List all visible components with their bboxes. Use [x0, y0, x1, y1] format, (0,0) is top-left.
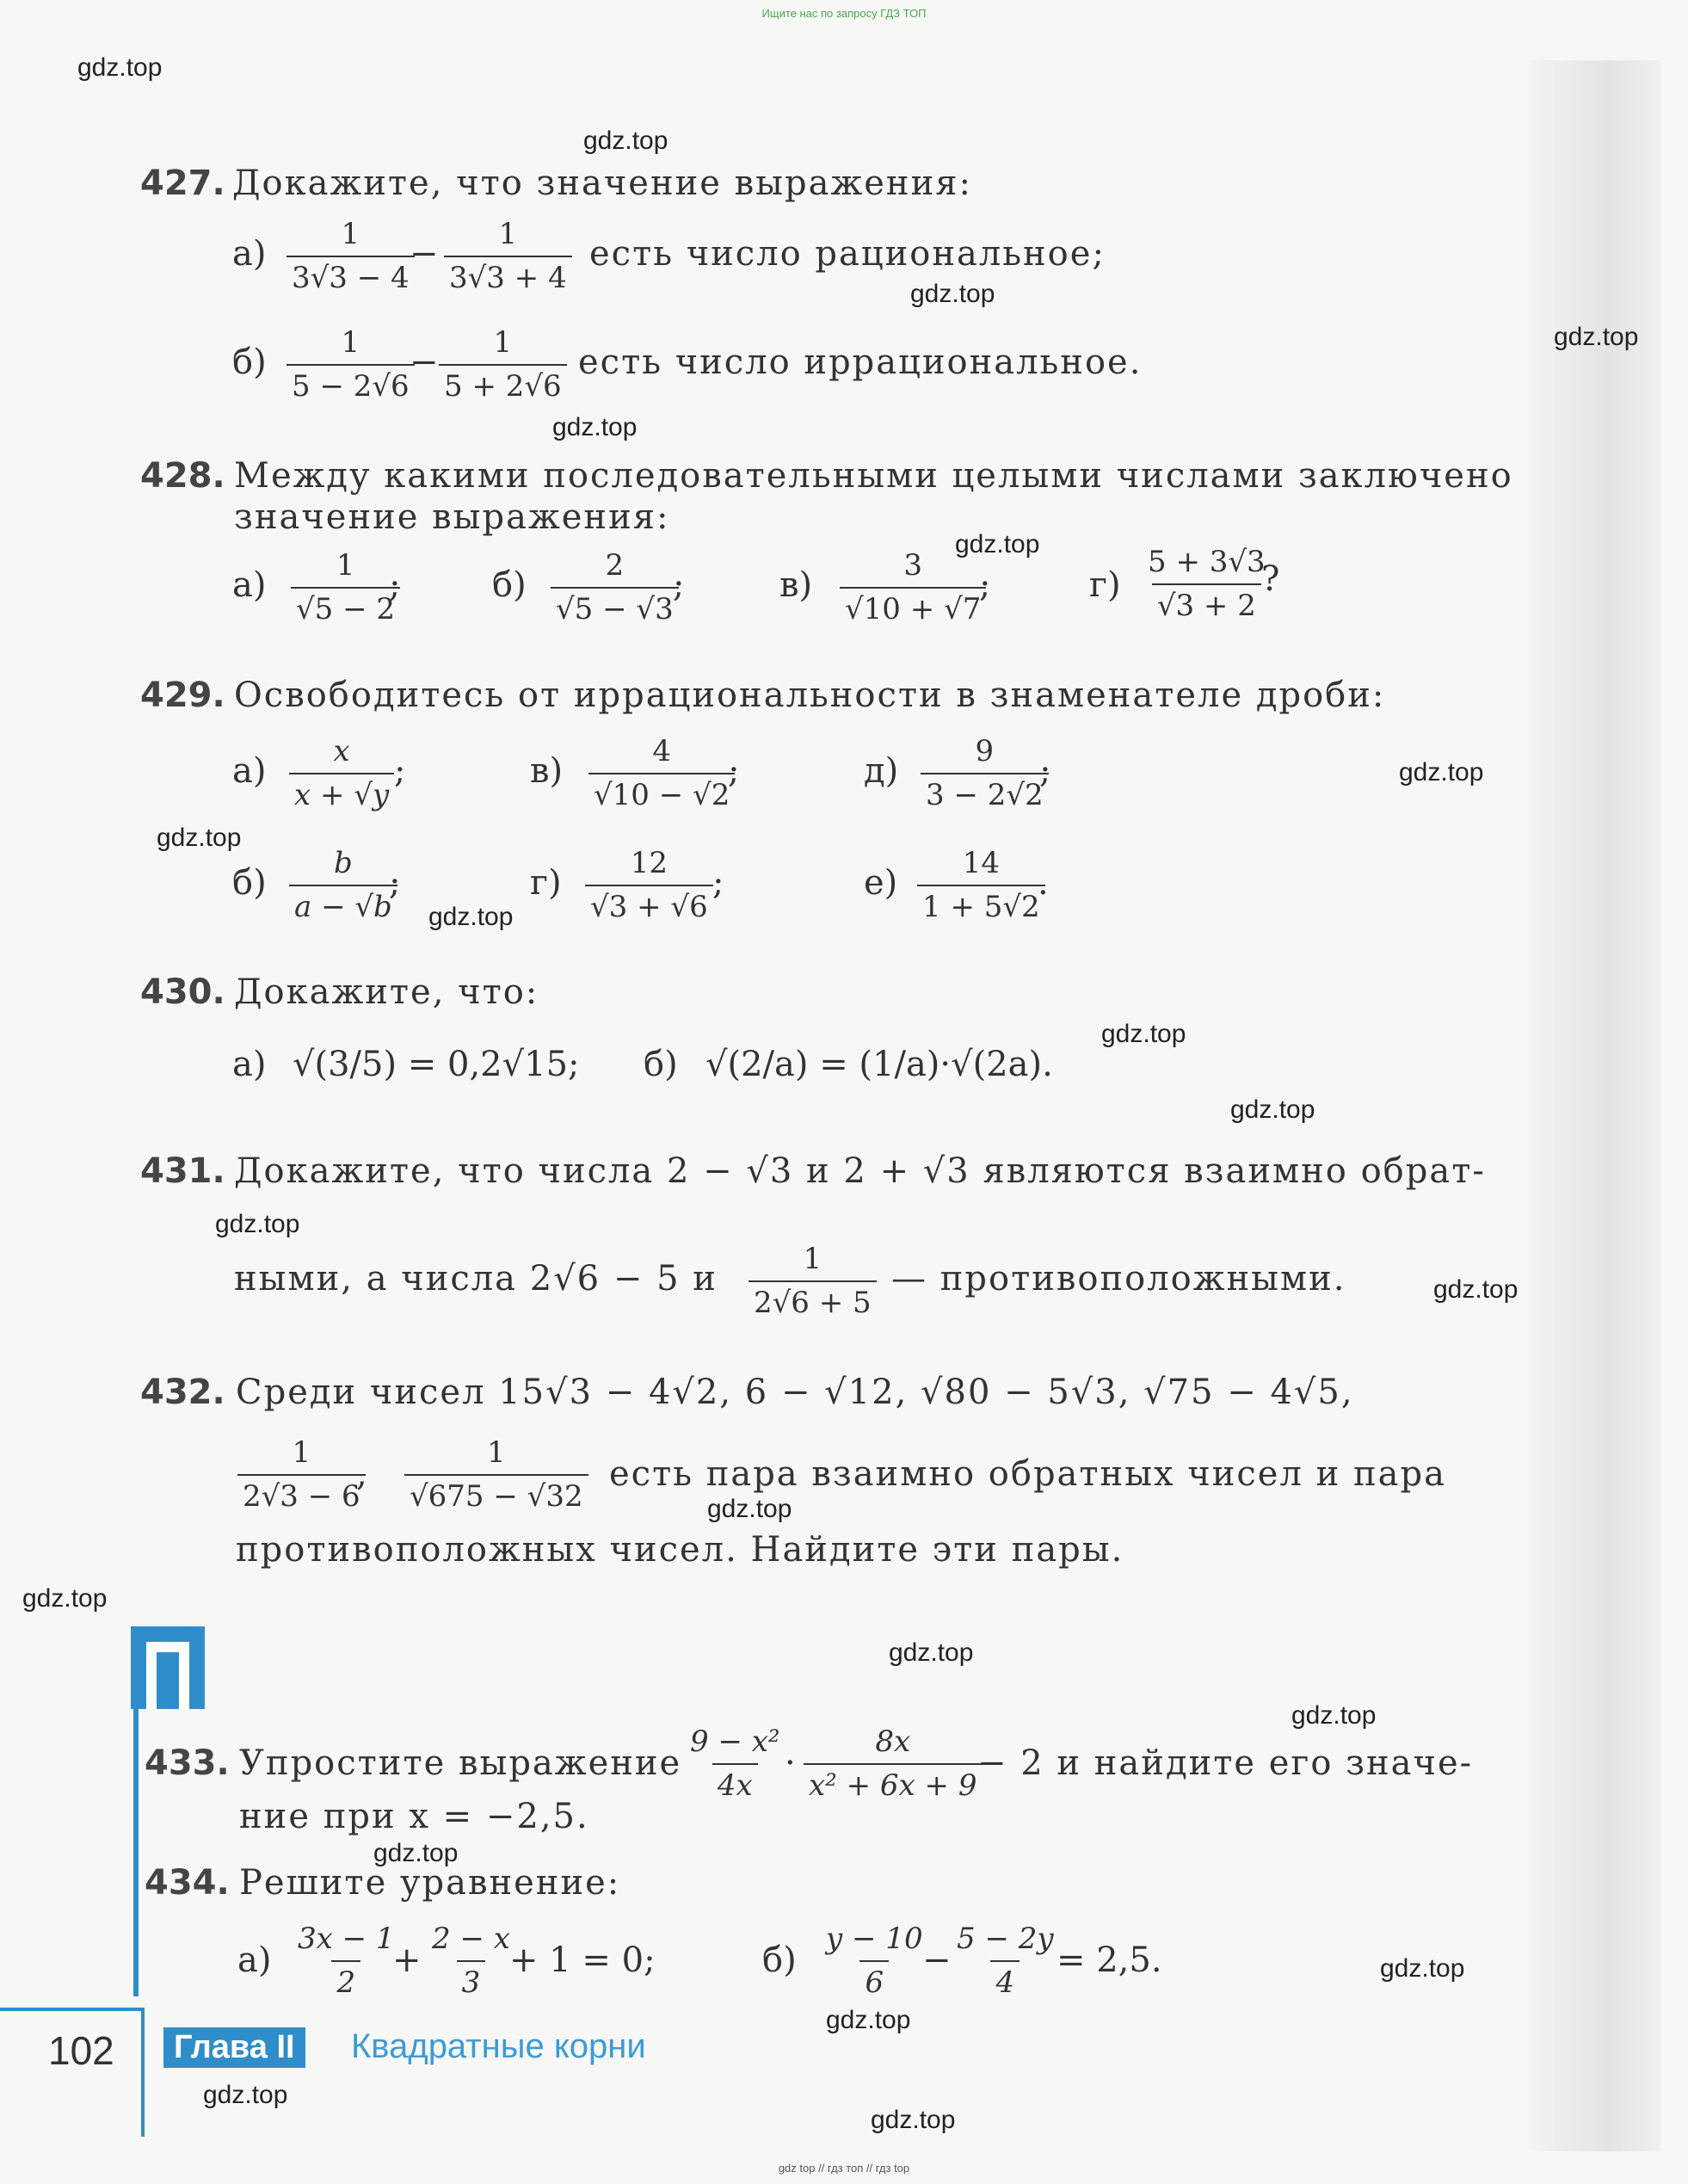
problem-number: 433.: [145, 1743, 230, 1783]
punct: .: [1038, 863, 1049, 903]
fraction: $\frac{5 + 3√3}{√3 + 2}$: [1148, 545, 1266, 623]
watermark: gdz.top: [1399, 758, 1484, 787]
item-label: в): [779, 565, 813, 605]
problem-text: Между какими последовательными целыми числами заключено: [234, 456, 1513, 496]
watermark: gdz.top: [889, 1638, 974, 1667]
item-label: а): [232, 565, 267, 605]
problem-text: Докажите, что:: [234, 972, 539, 1012]
page-edge-shadow: [1531, 60, 1660, 2151]
watermark: gdz.top: [1433, 1275, 1519, 1304]
operator: −: [410, 342, 439, 382]
chapter-label: Глава II: [163, 2027, 305, 2068]
fraction: $\frac{y - 10}{6}$: [826, 1922, 923, 2000]
fraction: $\frac{b}{a - √b}$: [289, 846, 397, 925]
watermark: gdz.top: [871, 2106, 956, 2134]
fraction: $\frac{1}{5 + 2√6}$: [439, 325, 567, 404]
watermark: gdz.top: [215, 1210, 300, 1238]
operator: +: [392, 1940, 422, 1980]
problem-number: 434.: [145, 1863, 230, 1903]
page-number: 102: [48, 2028, 114, 2073]
item-label: е): [864, 863, 898, 903]
watermark: gdz.top: [826, 2006, 911, 2034]
watermark: gdz.top: [1554, 323, 1639, 351]
item-label: а): [237, 1940, 272, 1980]
problem-text: ными, а числа 2√6 − 5 и: [234, 1259, 718, 1299]
watermark: gdz.top: [1380, 1954, 1465, 1983]
item-label: г): [1089, 565, 1121, 605]
watermark: gdz.top: [910, 280, 995, 308]
watermark: gdz.top: [77, 53, 163, 82]
item-label: б): [644, 1045, 678, 1084]
problem-text: Освободитесь от иррациональности в знаменателе дроби:: [234, 676, 1386, 715]
operator: −: [922, 1940, 952, 1980]
footer-rule: [0, 2008, 145, 2011]
problem-number: 430.: [140, 972, 225, 1012]
problem-text: Докажите, что числа 2 − √3 и 2 + √3 являются взаимно обрат-: [234, 1151, 1486, 1191]
equation: √(3/5) = 0,2√15;: [293, 1045, 580, 1084]
fraction: $\frac{5 - 2y}{4}$: [957, 1922, 1054, 2000]
problem-text: противоположных чисел. Найдите эти пары.: [236, 1530, 1124, 1570]
problem-text: значение выражения:: [234, 497, 670, 537]
fraction: $\frac{1}{3√3 + 4}$: [444, 217, 572, 296]
problem-text: − 2 и найдите его значе-: [977, 1743, 1474, 1783]
punct: ;: [394, 751, 406, 791]
watermark: gdz.top: [22, 1584, 108, 1613]
punct: ;: [979, 565, 991, 605]
item-label: б): [232, 342, 267, 382]
section-rule: [133, 1708, 139, 1996]
fraction: $\frac{9}{3 - 2√2}$: [921, 734, 1049, 813]
problem-number: 427.: [140, 163, 225, 203]
punct: ?: [1261, 559, 1280, 599]
punct: ;: [1039, 751, 1051, 791]
problem-number: 428.: [140, 456, 225, 496]
operator: −: [410, 234, 439, 274]
top-note: Ищите нас по запросу ГДЗ ТОП: [761, 7, 927, 20]
punct: ;: [712, 863, 724, 903]
watermark: gdz.top: [955, 530, 1040, 558]
punct: ;: [728, 751, 740, 791]
punct: ;: [389, 863, 401, 903]
fraction: $\frac{4}{√10 - √2}$: [588, 734, 735, 813]
problem-text: Среди чисел 15√3 − 4√2, 6 − √12, √80 − 5√3, √75 − 4√5,: [236, 1373, 1354, 1412]
fraction: $\frac{1}{√675 - √32}$: [404, 1435, 588, 1515]
problem-text: есть пара взаимно обратных чисел и пара: [609, 1454, 1446, 1494]
item-label: б): [232, 863, 267, 903]
problem-text: есть число иррациональное.: [578, 342, 1143, 382]
watermark: gdz.top: [552, 413, 638, 441]
fraction: $\frac{3x - 1}{2}$: [298, 1922, 395, 2000]
fraction: $\frac{1}{2√3 - 6}$: [237, 1435, 366, 1515]
fraction: $\frac{12}{√3 + √6}$: [585, 846, 713, 925]
problem-text: Решите уравнение:: [239, 1863, 621, 1903]
watermark: gdz.top: [1230, 1095, 1315, 1124]
fraction: $\frac{1}{5 - 2√6}$: [286, 325, 415, 404]
fraction: $\frac{3}{√10 + √7}$: [840, 548, 986, 627]
problem-text: ние при x = −2,5.: [239, 1797, 589, 1836]
section-marker: [131, 1626, 205, 1709]
fraction: $\frac{1}{3√3 - 4}$: [286, 217, 415, 296]
watermark: gdz.top: [157, 824, 242, 852]
problem-number: 431.: [140, 1151, 225, 1191]
item-label: б): [762, 1940, 797, 1980]
item-label: г): [530, 863, 562, 903]
punct: ;: [389, 565, 401, 605]
punct: ,: [356, 1454, 367, 1494]
problem-text: Докажите, что значение выражения:: [232, 163, 972, 203]
bottom-note: gdz top // гдз топ // гдз top: [778, 2162, 910, 2175]
fraction: $\frac{1}{√5 - 2}$: [291, 548, 400, 627]
problem-text: — противоположными.: [891, 1259, 1346, 1299]
fraction: $\frac{1}{2√6 + 5}$: [749, 1242, 877, 1321]
item-label: а): [232, 751, 267, 791]
item-label: д): [864, 751, 899, 791]
watermark: gdz.top: [373, 1839, 459, 1867]
item-label: а): [232, 1045, 267, 1084]
fraction: $\frac{\text{9 − x²}}{4x}$: [690, 1724, 780, 1803]
chapter-title: Квадратные корни: [351, 2027, 646, 2065]
item-label: б): [492, 565, 527, 605]
fraction: $\frac{2 - x}{3}$: [432, 1922, 510, 2000]
watermark: gdz.top: [203, 2081, 288, 2109]
item-label: а): [232, 234, 267, 274]
watermark: gdz.top: [583, 126, 668, 155]
watermark: gdz.top: [1101, 1020, 1186, 1048]
footer-rule: [141, 2008, 145, 2137]
problem-number: 429.: [140, 676, 225, 715]
punct: ;: [673, 565, 685, 605]
problem-text: Упростите выражение: [239, 1743, 682, 1783]
fraction: $\frac{2}{√5 - √3}$: [551, 548, 679, 627]
item-label: в): [530, 751, 564, 791]
fraction: $\frac{14}{1 + 5√2}$: [917, 846, 1045, 925]
fraction: $\frac{x}{x + √y}$: [289, 734, 394, 813]
operator: ·: [785, 1743, 796, 1783]
problem-number: 432.: [140, 1373, 225, 1412]
watermark: gdz.top: [707, 1495, 792, 1523]
fraction: $\frac{8x}{\text{x² + 6x + 9}}$: [804, 1724, 982, 1804]
problem-text: есть число рациональное;: [589, 234, 1106, 274]
watermark: gdz.top: [1291, 1701, 1377, 1730]
watermark: gdz.top: [428, 903, 514, 931]
equation: + 1 = 0;: [509, 1940, 656, 1980]
equation: √(2/a) = (1/a)·√(2a).: [705, 1045, 1053, 1084]
equation: = 2,5.: [1057, 1940, 1162, 1980]
